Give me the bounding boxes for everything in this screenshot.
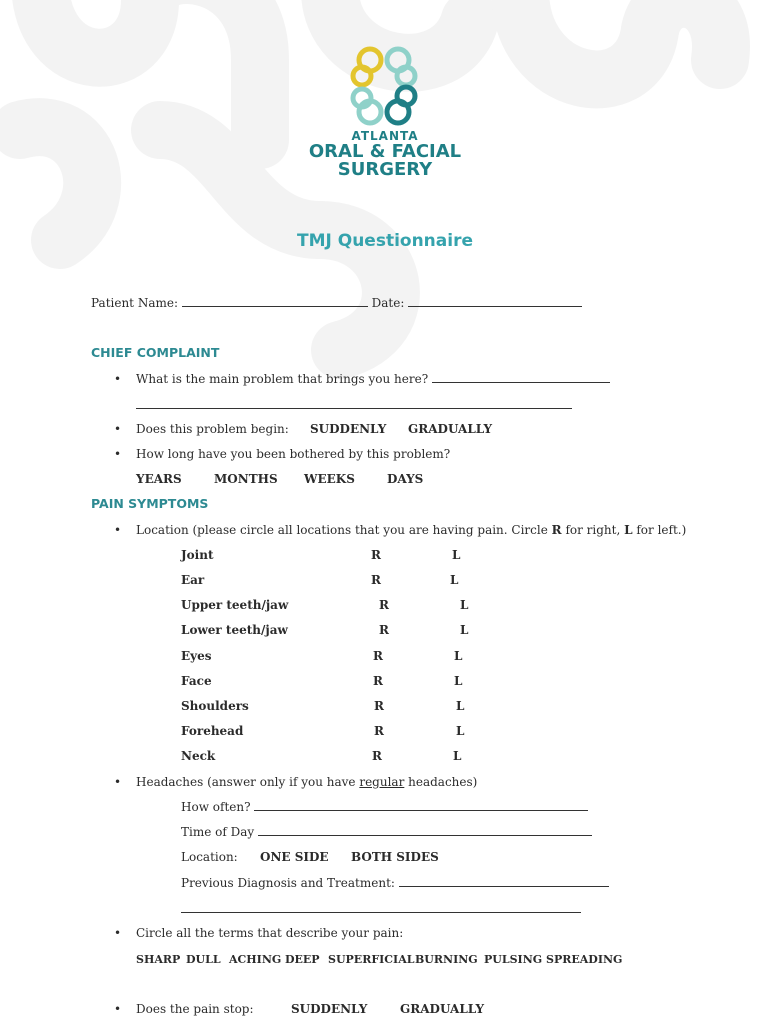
how-long-label: How long have you been bothered by this problem? [136,447,451,461]
how-often-label: How often? [181,800,251,814]
previous-diagnosis-field-continued[interactable] [181,902,581,916]
date-label: Date: [371,296,405,310]
location-name-lower-teeth: Lower teeth/jaw [181,623,288,637]
bullet-icon: • [114,775,122,789]
main-problem-question [136,372,610,386]
location-name-ear: Ear [181,573,205,587]
location-l-joint[interactable]: L [452,548,461,562]
stop-option-suddenly[interactable]: SUDDENLY [291,1002,368,1016]
bullet-icon: • [114,1002,122,1016]
logo-line-oral-facial: ORAL & FACIAL [308,140,462,162]
chief-complaint-heading: CHIEF COMPLAINT [91,345,220,360]
patient-name-row [91,296,582,310]
location-name-joint: Joint [181,548,214,562]
term-superficial[interactable]: SUPERFICIAL [328,953,415,966]
headaches-text-a: Headaches (answer only if you have [136,775,360,789]
duration-option-weeks[interactable]: WEEKS [304,472,355,486]
location-r-ear[interactable]: R [371,573,381,587]
location-r-forehead[interactable]: R [374,724,384,738]
date-field[interactable] [408,305,582,307]
pain-stop-label: Does the pain stop: [136,1002,254,1016]
headaches-regular-text: regular [359,775,405,789]
main-problem-label: What is the main problem that brings you here? [136,372,429,386]
duration-option-years[interactable]: YEARS [136,472,182,486]
location-l-neck[interactable]: L [453,749,462,763]
logo-mark-icon [340,40,430,130]
stop-option-gradually[interactable]: GRADUALLY [400,1002,485,1016]
time-of-day-label: Time of Day [181,825,255,839]
bullet-icon: • [114,447,122,461]
main-problem-field[interactable] [432,381,610,383]
begin-option-suddenly[interactable]: SUDDENLY [310,422,387,436]
logo-line-atlanta: ATLANTA [351,129,419,143]
how-often-row [181,800,588,814]
location-mid-text: for right, [561,523,625,537]
location-r-joint[interactable]: R [371,548,381,562]
location-name-eyes: Eyes [181,649,212,663]
begin-option-gradually[interactable]: GRADUALLY [408,422,493,436]
location-name-upper-teeth: Upper teeth/jaw [181,598,289,612]
location-l-upper-teeth[interactable]: L [460,598,469,612]
term-burning[interactable]: BURNING [415,953,478,966]
main-problem-field-continued[interactable] [136,398,572,412]
company-logo [300,40,470,180]
headaches-label [136,775,477,789]
previous-diagnosis-label: Previous Diagnosis and Treatment: [181,876,395,890]
location-instructions [136,523,686,537]
location-r-shoulders[interactable]: R [374,699,384,713]
location-l-forehead[interactable]: L [456,724,465,738]
term-pulsing[interactable]: PULSING [484,953,543,966]
patient-name-label: Patient Name: [91,296,178,310]
headache-location-label: Location: [181,850,238,864]
location-name-face: Face [181,674,212,688]
term-sharp[interactable]: SHARP [136,953,181,966]
logo-line-surgery: SURGERY [337,159,433,181]
location-l-eyes[interactable]: L [454,649,463,663]
location-end-text: for left.) [632,523,687,537]
previous-diagnosis-field[interactable] [399,885,609,887]
location-r-face[interactable]: R [373,674,383,688]
bullet-icon: • [114,422,122,436]
location-name-forehead: Forehead [181,724,244,738]
headache-option-one-side[interactable]: ONE SIDE [260,850,329,864]
term-dull[interactable]: DULL [186,953,221,966]
term-spreading[interactable]: SPREADING [546,953,623,966]
how-often-field[interactable] [254,809,588,811]
duration-option-days[interactable]: DAYS [387,472,424,486]
location-r-upper-teeth[interactable]: R [379,598,389,612]
location-r-text: R [551,523,562,537]
location-name-shoulders: Shoulders [181,699,249,713]
location-l-lower-teeth[interactable]: L [460,623,469,637]
location-r-eyes[interactable]: R [373,649,383,663]
circle-terms-label: Circle all the terms that describe your pain: [136,926,404,940]
bullet-icon: • [114,926,122,940]
location-l-face[interactable]: L [454,674,463,688]
location-l-shoulders[interactable]: L [456,699,465,713]
previous-diagnosis-row [181,876,609,890]
time-of-day-field[interactable] [258,834,592,836]
pain-symptoms-heading: PAIN SYMPTOMS [91,496,209,511]
problem-begin-label: Does this problem begin: [136,422,289,436]
term-deep[interactable]: DEEP [285,953,320,966]
patient-name-field[interactable] [182,305,368,307]
location-r-neck[interactable]: R [372,749,382,763]
term-aching[interactable]: ACHING [229,953,282,966]
time-of-day-row [181,825,592,839]
location-intro-text: Location (please circle all locations that you are having pain. Circle [136,523,552,537]
bullet-icon: • [114,372,122,386]
location-name-neck: Neck [181,749,216,763]
location-l-ear[interactable]: L [450,573,459,587]
headache-option-both-sides[interactable]: BOTH SIDES [351,850,439,864]
location-r-lower-teeth[interactable]: R [379,623,389,637]
headaches-text-b: headaches) [404,775,478,789]
page-title: TMJ Questionnaire [296,231,473,251]
location-l-text: L [624,523,633,537]
duration-option-months[interactable]: MONTHS [214,472,278,486]
bullet-icon: • [114,523,122,537]
